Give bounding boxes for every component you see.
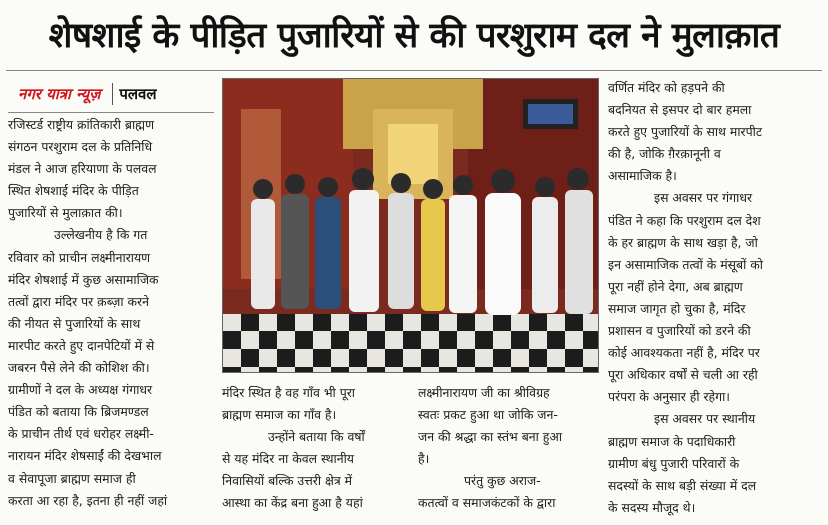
col3-line: कतत्वों व समाजकंटकों के द्वारा xyxy=(418,495,556,511)
col4-line: करते हुए पुजारियों के साथ मारपीट xyxy=(608,124,763,140)
article-column-1 xyxy=(8,114,214,512)
col1-line: व सेवापूजा ब्राह्मण समाज ही xyxy=(8,470,136,486)
col4-line: बदनियत से इसपर दो बार हमला xyxy=(608,102,752,118)
article-column-2 xyxy=(222,382,405,515)
col1-line: संगठन परशुराम दल के प्रतिनिधि xyxy=(8,139,153,155)
col1-line: पुजारियों से मुलाक़ात की। xyxy=(8,205,123,221)
col1-line: की नीयत से पुजारियों के साथ xyxy=(8,315,141,331)
col4-line: इन असामाजिक तत्वों के मंसूबों को xyxy=(608,256,763,272)
col4-line: कोई आवश्यकता नहीं है, मंदिर पर xyxy=(608,345,760,361)
col2-line: से यह मंदिर ना केवल स्थानीय xyxy=(222,451,354,467)
col4-line: के सदस्य मौजूद थे। xyxy=(608,499,696,515)
byline-underline xyxy=(8,112,214,113)
col1-line: मारपीट करते हुए दानपेटियों में से xyxy=(8,337,155,353)
col1-line: मंदिर शेषशाई में कुछ असामाजिक xyxy=(8,271,159,287)
headline-rule xyxy=(6,70,822,71)
col4-line: इस अवसर पर स्थानीय xyxy=(654,411,756,427)
byline-source: नगर यात्रा न्यूज़ xyxy=(18,85,101,103)
col4-line: पूरा नहीं होने देगा, अब ब्राह्मण xyxy=(608,278,743,294)
col3-line: जन की श्रद्धा का स्तंभ बना हुआ xyxy=(418,429,563,445)
col4-line: इस अवसर पर गंगाधर xyxy=(654,190,753,206)
col3-line: स्वतः प्रकट हुआ था जोकि जन- xyxy=(418,407,558,423)
article-column-4 xyxy=(608,77,820,519)
col1-line: के प्राचीन तीर्थ एवं धरोहर लक्ष्मी- xyxy=(8,426,154,442)
byline xyxy=(8,78,214,110)
col2-line: निवासियों बल्कि उत्तरी क्षेत्र में xyxy=(222,473,353,489)
col3-line: परंतु कुछ अराज- xyxy=(464,473,541,489)
col1-line: रजिस्टर्ड राष्ट्रीय क्रांतिकारी ब्राह्मण xyxy=(8,117,155,132)
col4-line: असामाजिक है। xyxy=(608,168,677,184)
col4-line: के हर ब्राह्मण के साथ खड़ा है, जो xyxy=(608,234,758,250)
headline: शेषशाई के पीड़ित पुजारियों से की परशुराम दल ने मुलाक़ात xyxy=(48,15,780,56)
col1-line: पंडित को बताया कि ब्रिजमण्डल xyxy=(8,404,149,420)
col1-line: स्थित शेषशाई मंदिर के पीड़ित xyxy=(8,183,139,199)
col4-line: सदस्यों के साथ बड़ी संख्या में दल xyxy=(608,477,757,493)
col4-line: ब्राह्मण समाज के पदाधिकारी xyxy=(608,433,736,449)
col3-line: लक्ष्मीनारायण जी का श्रीविग्रह xyxy=(418,385,550,400)
col2-line: मंदिर स्थित है वह गाँव भी पूरा xyxy=(222,385,356,400)
col1-line: ग्रामीणों ने दल के अध्यक्ष गंगाधर xyxy=(8,382,153,398)
col1-line: करता आ रहा है, इतना ही नहीं जहां xyxy=(8,492,168,508)
col3-line: है। xyxy=(418,451,430,467)
col4-line: परंपरा के अनुसार ही रहेगा। xyxy=(608,389,731,405)
col1-line: जबरन पैसे लेने की कोशिश की। xyxy=(8,360,150,376)
col1-line: नारायन मंदिर शेषसाईं की देखभाल xyxy=(8,448,162,464)
byline-place: पलवल xyxy=(119,85,157,103)
col4-line: प्रशासन व पुजारियों को डरने की xyxy=(608,323,751,339)
col4-line: पंडित ने कहा कि परशुराम दल देश xyxy=(608,212,761,228)
col1-line: रविवार को प्राचीन लक्ष्मीनारायण xyxy=(8,249,151,265)
article-column-3 xyxy=(418,382,599,515)
col2-line: आस्था का केंद्र बना हुआ है यहां xyxy=(222,495,363,511)
news-photo xyxy=(222,78,599,373)
byline-divider xyxy=(112,83,113,105)
col4-line: पूरा अधिकार वर्षों से चली आ रही xyxy=(608,367,758,383)
col4-line: समाज जागृत हो चुका है, मंदिर xyxy=(608,300,746,316)
col4-line: की है, जोकि ग़ैरक़ानूनी व xyxy=(608,146,721,162)
col4-line: ग्रामीण बंधु पुजारी परिवारों के xyxy=(608,455,740,471)
col1-line: उल्लेखनीय है कि गत xyxy=(54,227,148,243)
col2-line: उन्होंने बताया कि वर्षों xyxy=(268,429,365,445)
col1-line: तत्वों द्वारा मंदिर पर क़ब्ज़ा करने xyxy=(8,293,149,309)
col1-line: मंडल ने आज हरियाणा के पलवल xyxy=(8,161,157,177)
col4-line: वर्णित मंदिर को हड़पने की xyxy=(608,80,725,95)
col2-line: ब्राह्मण समाज का गाँव है। xyxy=(222,407,337,423)
